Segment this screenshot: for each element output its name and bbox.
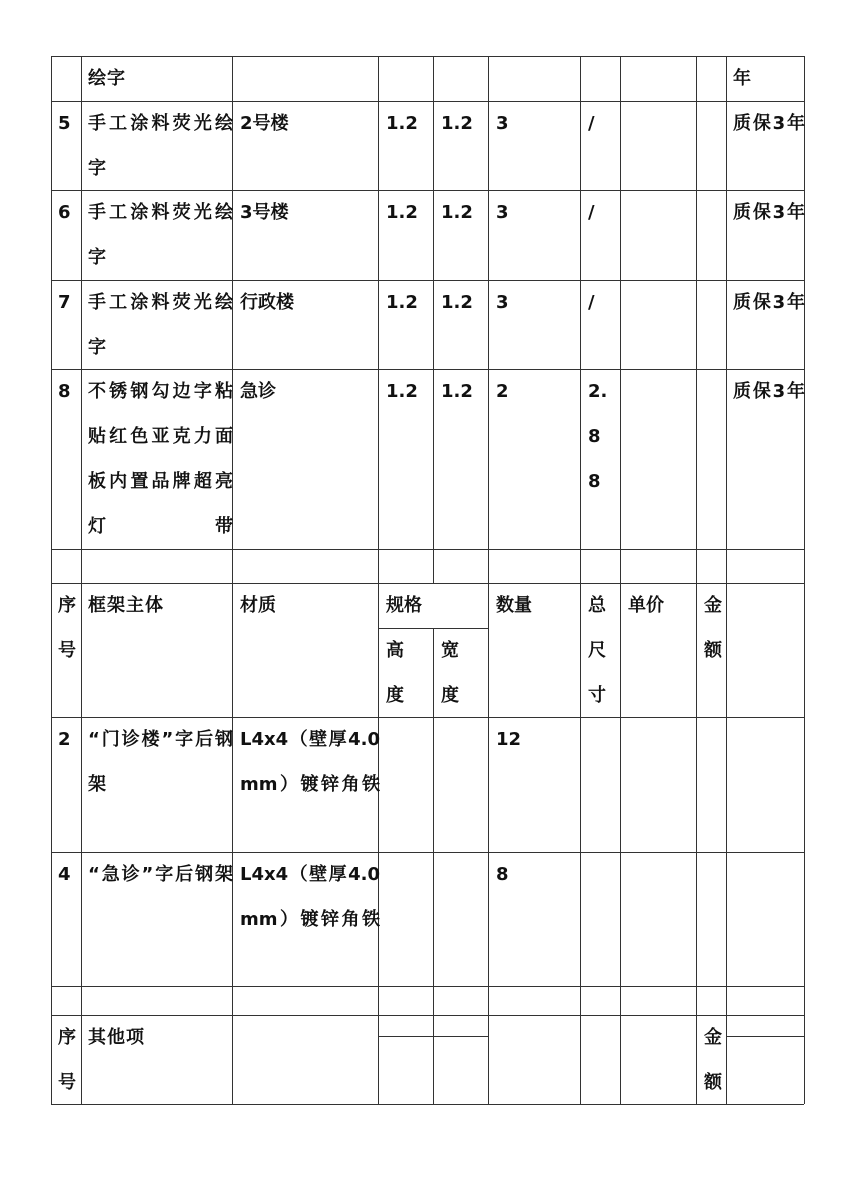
header-unit-price: 单价 bbox=[628, 595, 664, 616]
item-height: 1.2 bbox=[386, 202, 418, 223]
frame-material: L4x4（壁厚4.0mm）镀锌角铁 bbox=[240, 729, 380, 795]
item-location: 行政楼 bbox=[240, 292, 294, 313]
header-spec: 规格 bbox=[386, 595, 422, 616]
item-note: 质保3年 bbox=[733, 113, 805, 134]
header-quantity: 数量 bbox=[496, 595, 532, 616]
item-name: 手工涂料荧光绘字 bbox=[88, 202, 234, 268]
item-quantity: 3 bbox=[496, 202, 509, 223]
header-width: 宽度 bbox=[441, 640, 459, 706]
item-total-size: 2.88 bbox=[588, 381, 608, 492]
row-number: 5 bbox=[58, 113, 71, 134]
item-total-size: / bbox=[588, 292, 595, 313]
item-width: 1.2 bbox=[441, 292, 473, 313]
item-note: 质保3年 bbox=[733, 292, 805, 313]
item-location: 3号楼 bbox=[240, 202, 289, 223]
item-name: 不锈钢勾边字粘贴红色亚克力面板内置品牌超亮灯带 bbox=[88, 381, 234, 537]
row-number: 2 bbox=[58, 729, 71, 750]
header-material: 材质 bbox=[240, 595, 276, 616]
row-number: 7 bbox=[58, 292, 71, 313]
header-number: 序号 bbox=[58, 595, 76, 661]
other-header-subject: 其他项 bbox=[88, 1027, 145, 1048]
header-total-size: 总尺寸 bbox=[588, 595, 606, 706]
item-name: 手工涂料荧光绘字 bbox=[88, 113, 234, 179]
continuation-name: 绘字 bbox=[88, 68, 126, 89]
frame-quantity: 12 bbox=[496, 729, 522, 750]
item-location: 急诊 bbox=[240, 381, 276, 402]
item-location: 2号楼 bbox=[240, 113, 289, 134]
item-quantity: 3 bbox=[496, 292, 509, 313]
frame-material: L4x4（壁厚4.0mm）镀锌角铁 bbox=[240, 864, 380, 930]
item-note: 质保3年 bbox=[733, 202, 805, 223]
header-subject: 框架主体 bbox=[88, 595, 164, 616]
item-height: 1.2 bbox=[386, 113, 418, 134]
row-number: 8 bbox=[58, 381, 71, 402]
item-note: 质保3年 bbox=[733, 381, 805, 402]
item-height: 1.2 bbox=[386, 292, 418, 313]
other-header-number: 序号 bbox=[58, 1027, 76, 1093]
row-number: 6 bbox=[58, 202, 71, 223]
item-name: 手工涂料荧光绘字 bbox=[88, 292, 234, 358]
frame-subject: “急诊”字后钢架 bbox=[88, 864, 234, 885]
header-height: 高度 bbox=[386, 640, 404, 706]
continuation-note: 年 bbox=[733, 68, 751, 89]
item-quantity: 2 bbox=[496, 381, 509, 402]
other-header-amount: 金额 bbox=[704, 1027, 722, 1093]
item-width: 1.2 bbox=[441, 113, 473, 134]
item-total-size: / bbox=[588, 113, 595, 134]
item-quantity: 3 bbox=[496, 113, 509, 134]
item-height: 1.2 bbox=[386, 381, 418, 402]
item-width: 1.2 bbox=[441, 381, 473, 402]
frame-subject: “门诊楼”字后钢架 bbox=[88, 729, 234, 795]
item-width: 1.2 bbox=[441, 202, 473, 223]
item-total-size: / bbox=[588, 202, 595, 223]
header-amount: 金额 bbox=[704, 595, 722, 661]
frame-quantity: 8 bbox=[496, 864, 509, 885]
row-number: 4 bbox=[58, 864, 71, 885]
